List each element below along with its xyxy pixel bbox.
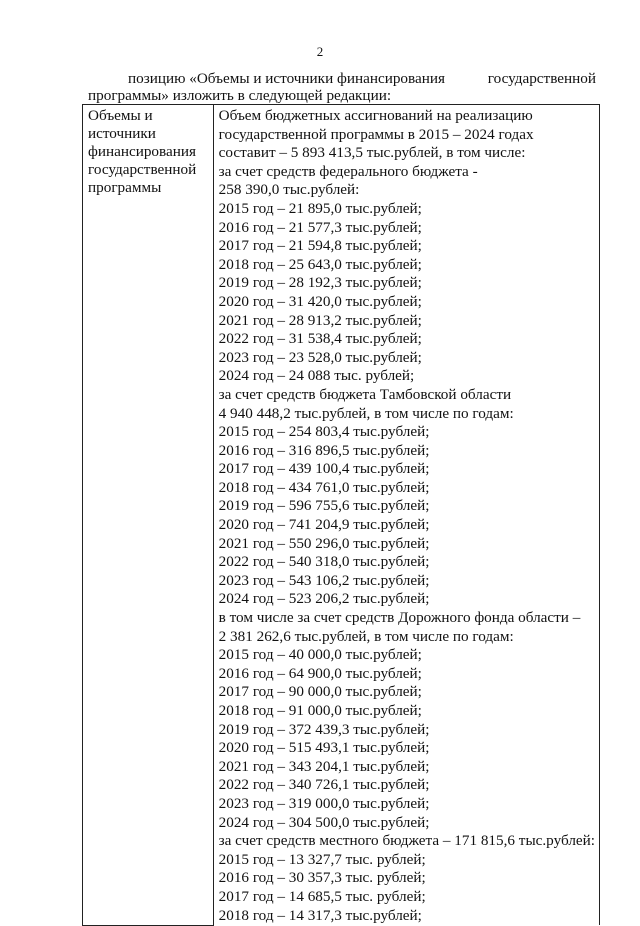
intro-line-2: программы» изложить в следующей редакции: <box>88 87 392 104</box>
funding-detail-line: 4 940 448,2 тыс.рублей, в том числе по годам: <box>218 404 514 422</box>
funding-detail-line: 2018 год – 25 643,0 тыс.рублей; <box>218 255 422 273</box>
funding-detail-line: 2021 год – 28 913,2 тыс.рублей; <box>218 311 422 329</box>
funding-detail-line: 2020 год – 741 204,9 тыс.рублей; <box>218 516 430 534</box>
funding-detail-line: 2024 год – 24 088 тыс. рублей; <box>218 367 415 385</box>
funding-detail-line: 2023 год – 319 000,0 тыс.рублей; <box>218 794 430 812</box>
funding-detail-line: 2020 год – 31 420,0 тыс.рублей; <box>218 292 422 310</box>
funding-detail-line: за счет средств бюджета Тамбовской области <box>218 385 512 403</box>
funding-detail-line: 2018 год – 14 317,3 тыс.рублей; <box>218 906 422 924</box>
funding-table <box>82 104 600 926</box>
funding-detail-line: 2023 год – 543 106,2 тыс.рублей; <box>218 571 430 589</box>
funding-detail-line: 2022 год – 340 726,1 тыс.рублей; <box>218 776 430 794</box>
funding-detail-line: 2019 год – 372 439,3 тыс.рублей; <box>218 720 430 738</box>
funding-detail-line: 2015 год – 13 327,7 тыс. рублей; <box>218 850 426 868</box>
intro-paragraph <box>88 70 596 104</box>
funding-detail-line: 2016 год – 316 896,5 тыс.рублей; <box>218 441 430 459</box>
funding-detail-line: составит – 5 893 413,5 тыс.рублей, в том числе: <box>218 144 526 162</box>
funding-detail-line: 2017 год – 90 000,0 тыс.рублей; <box>218 683 422 701</box>
funding-detail-line: 258 390,0 тыс.рублей: <box>218 181 360 199</box>
funding-detail-line: 2019 год – 596 755,6 тыс.рублей; <box>218 497 430 515</box>
funding-table-row <box>83 105 600 926</box>
funding-detail-line: в том числе за счет средств Дорожного фонда области – <box>218 609 581 627</box>
intro-line-1-text: позицию «Объемы и источники финансирования <box>128 70 445 87</box>
funding-label-cell <box>83 105 214 926</box>
funding-detail-line: 2 381 262,6 тыс.рублей, в том числе по годам: <box>218 627 514 645</box>
funding-detail-line: 2024 год – 523 206,2 тыс.рублей; <box>218 590 430 608</box>
funding-detail-line: 2016 год – 30 357,3 тыс. рублей; <box>218 869 426 887</box>
funding-detail-line: 2018 год – 434 761,0 тыс.рублей; <box>218 478 430 496</box>
funding-detail-line: 2021 год – 343 204,1 тыс.рублей; <box>218 757 430 775</box>
funding-detail-line: 2021 год – 550 296,0 тыс.рублей; <box>218 534 430 552</box>
funding-detail-line: 2022 год – 540 318,0 тыс.рублей; <box>218 553 430 571</box>
funding-label-line: программы <box>88 179 162 196</box>
intro-line-1-end: государственной <box>487 70 596 87</box>
funding-detail-line: 2017 год – 439 100,4 тыс.рублей; <box>218 460 430 478</box>
funding-detail-line: Объем бюджетных ассигнований на реализацию <box>218 107 533 124</box>
funding-detail-line: 2019 год – 28 192,3 тыс.рублей; <box>218 274 422 292</box>
funding-detail-line: 2015 год – 21 895,0 тыс.рублей; <box>218 199 422 217</box>
funding-details-cell <box>213 105 599 926</box>
funding-detail-line: 2020 год – 515 493,1 тыс.рублей; <box>218 739 430 757</box>
funding-detail-line: 2024 год – 304 500,0 тыс.рублей; <box>218 813 430 831</box>
funding-detail-line: 2015 год – 40 000,0 тыс.рублей; <box>218 646 422 664</box>
funding-detail-line: 2017 год – 14 685,5 тыс. рублей; <box>218 887 426 905</box>
funding-detail-line: 2015 год – 254 803,4 тыс.рублей; <box>218 423 430 441</box>
page-number: 2 <box>316 44 324 59</box>
funding-detail-line: 2016 год – 21 577,3 тыс.рублей; <box>218 218 422 236</box>
funding-detail-line: за счет средств местного бюджета – 171 815,6 тыс.рублей: <box>218 832 595 850</box>
funding-detail-line: 2018 год – 91 000,0 тыс.рублей; <box>218 702 422 719</box>
intro-line-1 <box>88 70 596 87</box>
funding-label-line: государственной <box>88 161 197 178</box>
funding-detail-line: 2022 год – 31 538,4 тыс.рублей; <box>218 330 422 348</box>
funding-label-line: финансирования <box>88 143 196 160</box>
funding-detail-line: 2023 год – 23 528,0 тыс.рублей; <box>218 348 422 366</box>
funding-detail-line: за счет средств федерального бюджета - <box>218 162 478 180</box>
funding-detail-line: государственной программы в 2015 – 2024 годах <box>218 125 534 143</box>
funding-detail-line: 2017 год – 21 594,8 тыс.рублей; <box>218 237 422 255</box>
funding-detail-line: 2016 год – 64 900,0 тыс.рублей; <box>218 664 422 682</box>
funding-label-line: источники <box>88 125 156 142</box>
funding-label-line: Объемы и <box>88 107 153 124</box>
